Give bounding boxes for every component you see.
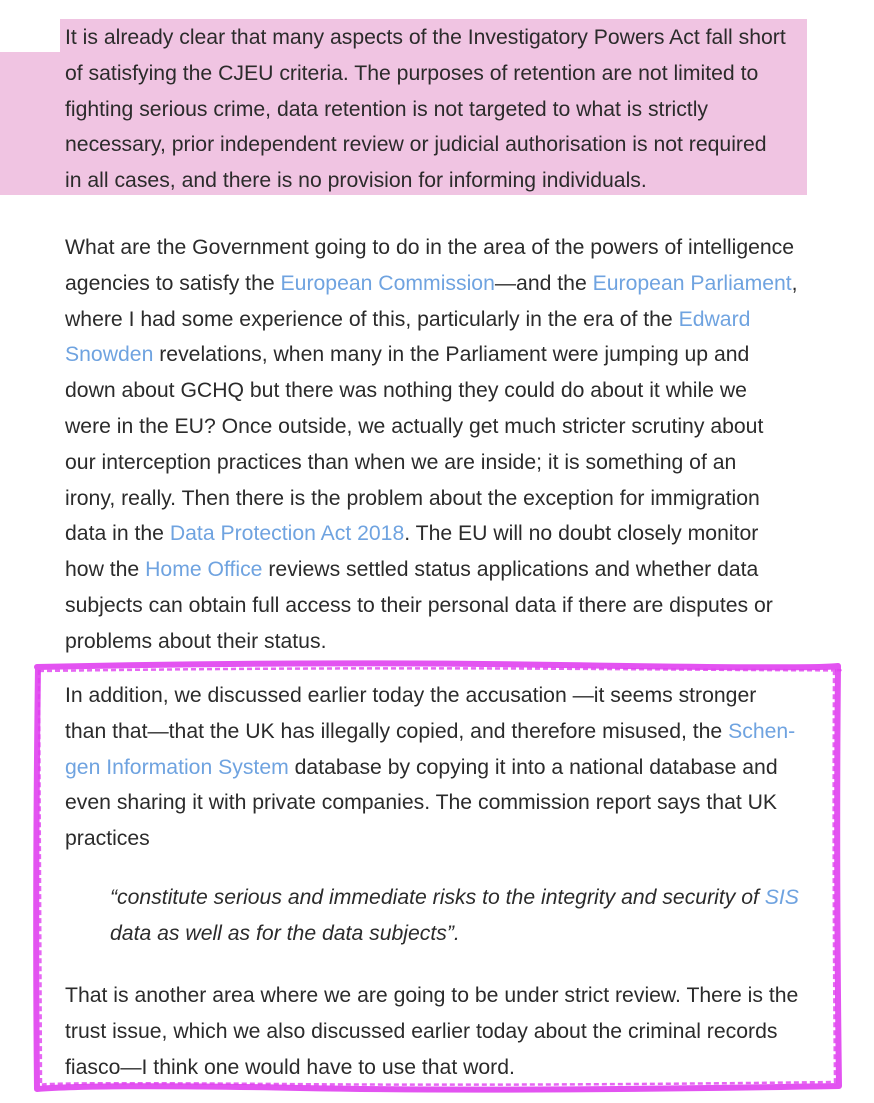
link-european-commission[interactable]: European Commission <box>280 271 495 295</box>
block-quote <box>110 880 810 952</box>
paragraph-schengen <box>65 678 810 857</box>
paragraph-text: , where I had some experience of this, particularly in the era of the <box>65 271 798 331</box>
paragraph-text: That is another area where we are going to be under strict review. There is the trust issue, which we also discussed earlier today about the criminal records fiasco—I think one would have to use that word. <box>65 984 799 1079</box>
link-home-office[interactable]: Home Office <box>145 558 263 582</box>
paragraph-text: reviews settled status applications and whether data subjects can obtain full access to their personal data if there are disputes or problems about their status. <box>65 558 773 653</box>
quote-text: “constitute serious and immediate risks to the integrity and security of <box>110 886 765 909</box>
paragraph-text: It is already clear that many aspects of the Investigatory Powers Act fall short of satisfying the CJEU criteria. The purposes of retention are not limited to fighting serious crime, data retention is not targeted to what is strictly necessary, prior independent review or judicial authorisation is not required in all cases, and there is no provision for informing individuals. <box>65 26 786 193</box>
link-schengen-information-system[interactable]: Schen- gen Information System <box>65 719 796 779</box>
paragraph-strict-review <box>65 978 810 1085</box>
paragraph-text: —and the <box>494 271 593 295</box>
paragraph-government-powers <box>65 230 810 660</box>
link-european-parliament[interactable]: European Parliament <box>592 271 792 295</box>
paragraph-text: database by copying it into a national database and even sharing it with private companies. The commission report says that UK practices <box>65 755 778 851</box>
paragraph-text: In addition, we discussed earlier today the accusation —it seems stronger than that—that the UK has illegally copied, and therefore misused, the <box>65 684 757 743</box>
link-sis[interactable]: SIS <box>764 886 799 909</box>
paragraph-investigatory-powers <box>65 20 810 199</box>
paragraph-text: revelations, when many in the Parliament were jumping up and down about GCHQ but there was nothing they could do about it while we were in the EU? Once outside, we actually get much stricter scrutiny about our interception practices than when we are inside; it is something of an irony, really. Then there is the problem about the exception for immigration data in the <box>65 343 764 546</box>
paragraph-text: . The EU will no doubt closely monitor how the <box>65 522 759 582</box>
link-edward-snowden[interactable]: Edward Snowden <box>65 307 751 367</box>
link-data-protection-act[interactable]: Data Protection Act 2018 <box>169 522 405 546</box>
quote-text: data as well as for the data subjects”. <box>110 921 460 945</box>
paragraph-text: What are the Government going to do in the area of the powers of intelligence agencies to satisfy the <box>65 236 795 295</box>
